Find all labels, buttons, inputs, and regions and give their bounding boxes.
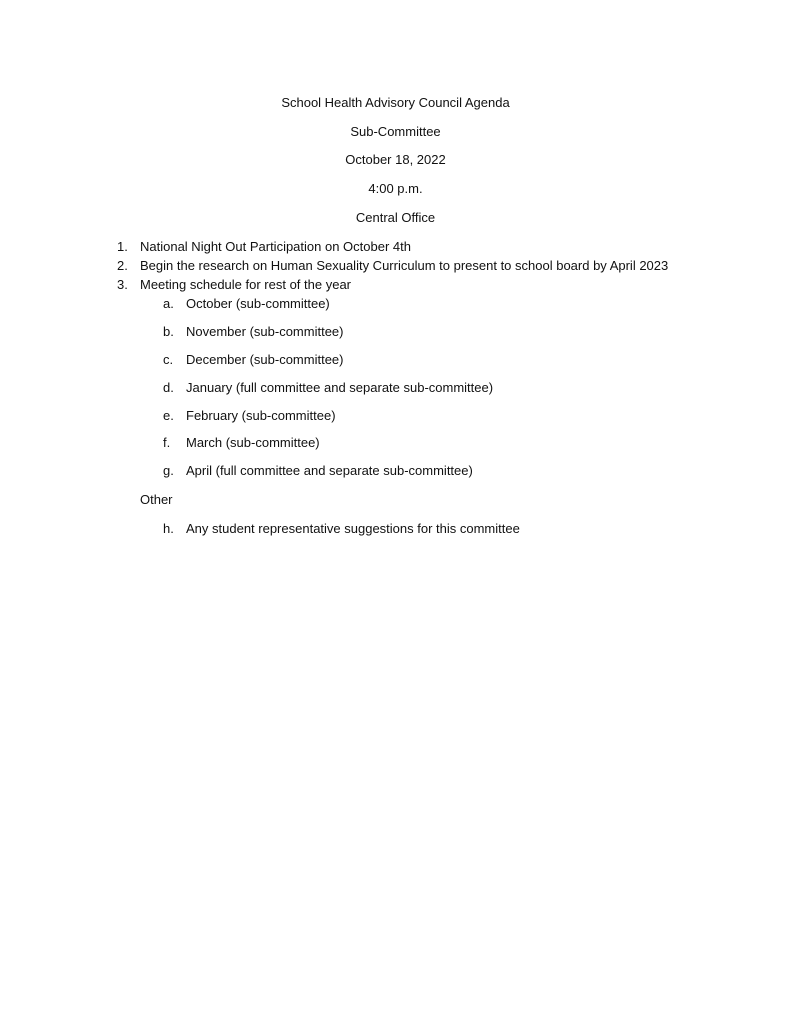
- schedule-item-letter: g.: [163, 463, 174, 478]
- schedule-item-letter: f.: [163, 435, 171, 450]
- other-item-letter: h.: [163, 521, 174, 536]
- committee-name: Sub-Committee: [350, 124, 441, 139]
- schedule-item-text: November (sub-committee): [186, 324, 344, 339]
- schedule-item-text: December (sub-committee): [186, 352, 344, 367]
- agenda-item-number: 2.: [117, 258, 128, 273]
- agenda-item-text: Meeting schedule for rest of the year: [140, 277, 352, 292]
- schedule-item-text: April (full committee and separate sub-committee): [186, 463, 473, 478]
- schedule-item-text: February (sub-committee): [186, 408, 336, 423]
- schedule-item-text: October (sub-committee): [186, 296, 330, 311]
- other-item-text: Any student representative suggestions for this committee: [186, 521, 520, 536]
- schedule-item-letter: b.: [163, 324, 174, 339]
- agenda-title: School Health Advisory Council Agenda: [281, 95, 510, 110]
- meeting-time: 4:00 p.m.: [368, 181, 423, 196]
- meeting-location: Central Office: [355, 210, 436, 225]
- meeting-date: October 18, 2022: [345, 152, 446, 167]
- schedule-item-letter: e.: [163, 408, 174, 423]
- schedule-item-letter: c.: [163, 352, 174, 367]
- agenda-item-number: 1.: [117, 239, 128, 254]
- schedule-item-text: January (full committee and separate sub-committee): [186, 380, 494, 395]
- schedule-item-letter: a.: [163, 296, 174, 311]
- agenda-item-text: National Night Out Participation on October 4th: [140, 239, 411, 254]
- schedule-item-text: March (sub-committee): [186, 435, 320, 450]
- agenda-item-text: Begin the research on Human Sexuality Curriculum to present to school board by April 2023: [140, 258, 669, 273]
- other-heading: Other: [140, 492, 173, 507]
- schedule-item-letter: d.: [163, 380, 174, 395]
- agenda-item-number: 3.: [117, 277, 128, 292]
